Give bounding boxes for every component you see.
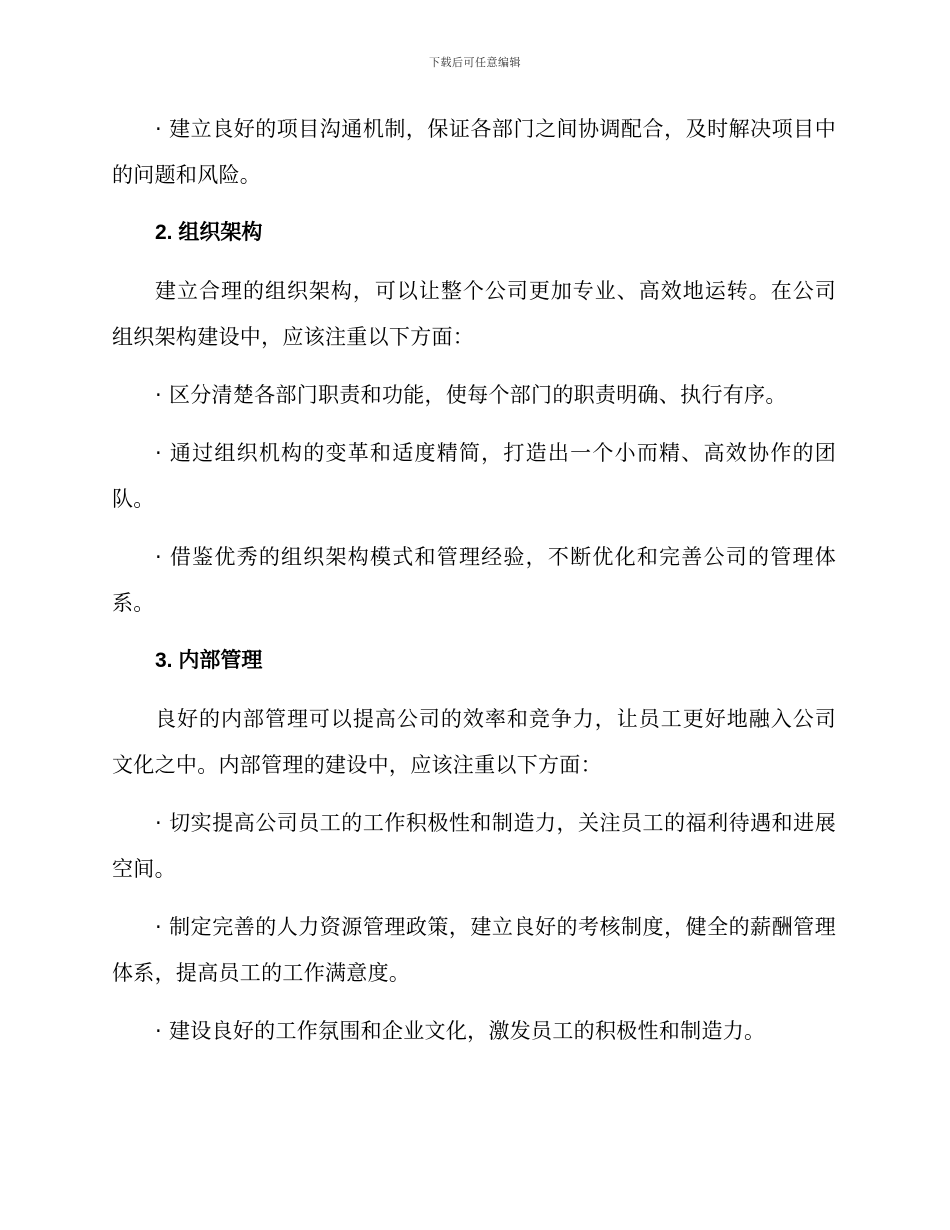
paragraph-organization-intro: 建立合理的组织架构，可以让整个公司更加专业、高效地运转。在公司组织架构建设中，应该注重以下方面： — [112, 279, 836, 349]
section-heading-internal-management: 3. 内部管理 — [155, 649, 263, 672]
bullet-paragraph-hr-policy: · 制定完善的人力资源管理政策，建立良好的考核制度，健全的薪酬管理体系，提高员工的工作满意度。 — [112, 915, 836, 985]
bullet-paragraph-best-practices: · 借鉴优秀的组织架构模式和管理经验，不断优化和完善公司的管理体系。 — [112, 545, 836, 615]
bullet-paragraph-responsibilities: · 区分清楚各部门职责和功能，使每个部门的职责明确、执行有序。 — [155, 383, 787, 407]
bullet-paragraph-restructuring: · 通过组织机构的变革和适度精简，打造出一个小而精、高效协作的团队。 — [112, 441, 836, 511]
bullet-paragraph-culture: · 建设良好的工作氛围和企业文化，激发员工的积极性和制造力。 — [155, 1019, 766, 1043]
bullet-paragraph-communication: · 建立良好的项目沟通机制，保证各部门之间协调配合，及时解决项目中的问题和风险。 — [112, 117, 836, 187]
bullet-paragraph-motivation: · 切实提高公司员工的工作积极性和制造力，关注员工的福利待遇和进展空间。 — [112, 811, 836, 881]
document-body — [112, 106, 836, 1066]
page-header-note: 下载后可任意编辑 — [429, 56, 521, 69]
paragraph-internal-management-intro: 良好的内部管理可以提高公司的效率和竞争力，让员工更好地融入公司文化之中。内部管理的建设中，应该注重以下方面： — [112, 707, 836, 777]
section-heading-organization: 2. 组织架构 — [155, 221, 263, 244]
